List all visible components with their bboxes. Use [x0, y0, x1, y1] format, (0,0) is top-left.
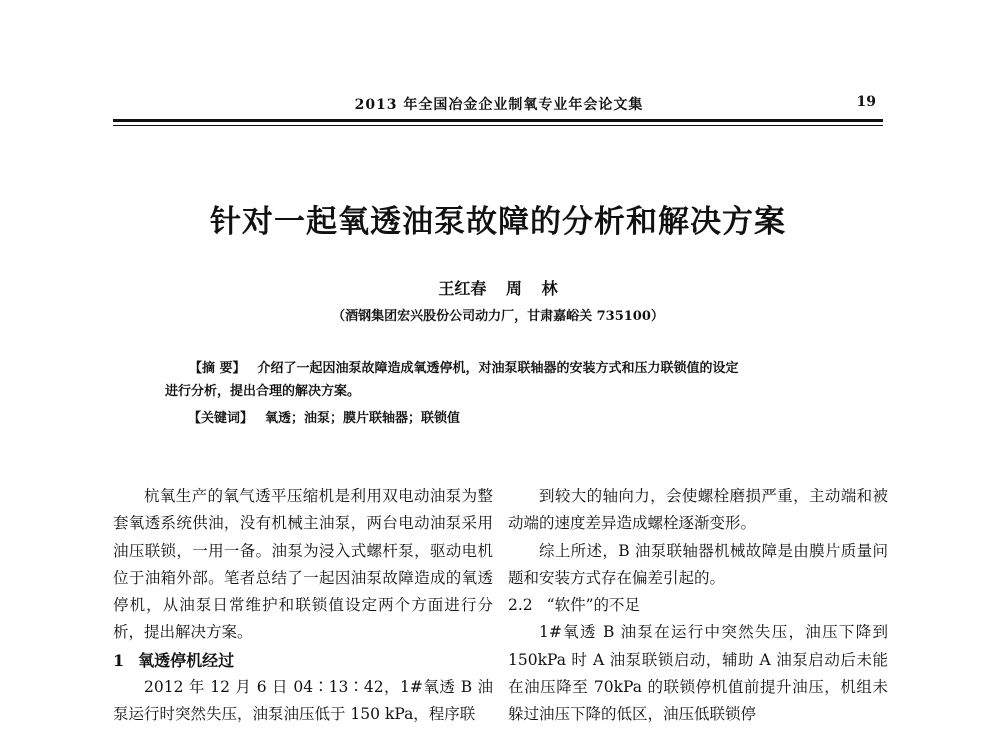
- abstract-line-2: 进行分析，提出合理的解决方案。: [165, 384, 361, 399]
- abstract-line-1: 介绍了一起因油泵故障造成氧透停机，对油泵联轴器的安装方式和压力联锁值的设定: [257, 361, 739, 376]
- keywords-text: 氧透；油泵；膜片联轴器；联锁值: [265, 411, 461, 426]
- section-1-paragraph: 2012 年 12 月 6 日 04∶13∶42，1#氧透 B 油泵运行时突然失压，油泵油压低于 150 kPa，程序联: [113, 678, 493, 724]
- section-1-number: 1: [113, 650, 125, 670]
- section-1-heading: [113, 647, 493, 674]
- intro-paragraph: 杭氧生产的氧气透平压缩机是利用双电动油泵为整套氧透系统供油，没有机械主油泵，两台电动油泵采用油压联锁，一用一备。油泵为浸入式螺杆泵，驱动电机位于油箱外部。笔者总结了一起因油泵故障造成的氧透停机，从油泵日常维护和联锁值设定两个方面进行分析，提出解决方案。: [113, 487, 493, 642]
- right-column: [508, 483, 888, 729]
- left-column: [113, 483, 493, 729]
- section-2-2-title: “软件”的不足: [546, 596, 641, 615]
- paper-title: 针对一起氧透油泵故障的分析和解决方案: [210, 204, 786, 240]
- keywords-label: 【关键词】: [188, 411, 254, 426]
- right-paragraph-2: 综上所述，B 油泵联轴器机械故障是由膜片质量问题和安装方式存在偏差引起的。: [508, 541, 888, 587]
- header-rule-thick: [113, 119, 883, 122]
- section-2-2-number: 2.2: [508, 596, 533, 615]
- right-paragraph-3: 1#氧透 B 油泵在运行中突然失压，油压下降到 150kPa 时 A 油泵联锁启动，辅助 A 油泵启动后未能在油压降至 70kPa 的联锁停机值前提升油压，机组未躲过油压下降的低区，油压低联锁停: [508, 623, 888, 724]
- keywords: [188, 407, 828, 430]
- authors: 王红春 周 林: [438, 279, 558, 298]
- abstract: [165, 357, 837, 403]
- abstract-label: 【摘 要】: [189, 361, 246, 376]
- right-paragraph-1: 到较大的轴向力，会使螺栓磨损严重，主动端和被动端的速度差异造成螺栓逐渐变形。: [508, 487, 888, 533]
- journal-title: 2013 年全国冶金企业制氧专业年会论文集: [354, 97, 644, 113]
- affiliation: （酒钢集团宏兴股份公司动力厂，甘肃嘉峪关 735100）: [332, 309, 664, 324]
- section-1-title: 氧透停机经过: [138, 650, 235, 670]
- header-rule-thin: [113, 125, 883, 126]
- page-number: 19: [856, 94, 876, 110]
- running-header: [118, 92, 880, 116]
- section-2-2-heading: [508, 592, 888, 619]
